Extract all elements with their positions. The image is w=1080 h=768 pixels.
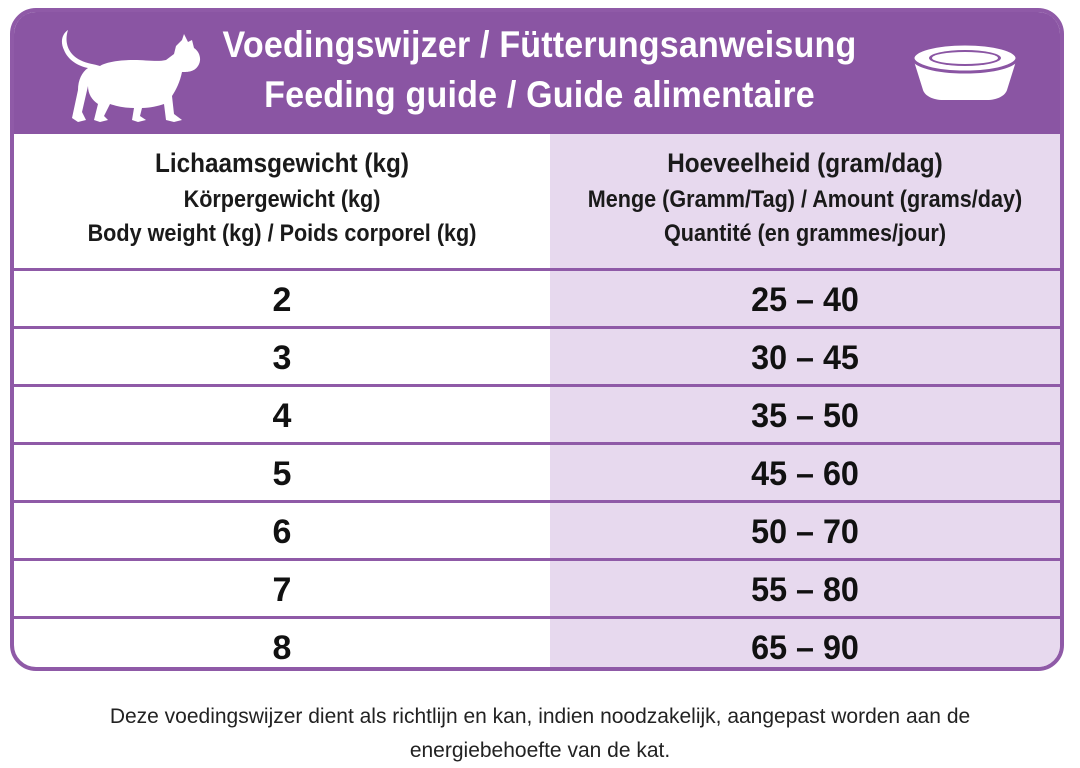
weight-cell: 6 [272, 513, 292, 551]
table-row [14, 616, 1060, 671]
table-header-row [14, 134, 1060, 268]
weight-header-dutch: Lichaamsgewicht (kg) [155, 148, 409, 178]
weight-column-header [14, 134, 550, 268]
title-english-french: Feeding guide / Guide alimentaire [264, 74, 815, 115]
amount-cell: 45 – 60 [751, 455, 859, 493]
amount-cell: 25 – 40 [751, 281, 859, 319]
table-row [14, 500, 1060, 558]
table-row [14, 384, 1060, 442]
bowl-icon [909, 36, 1021, 102]
footnote-line: Deze voedingswijzer dient als richtlijn en kan, indien noodzakelijk, aangepast worden aan de [109, 705, 971, 728]
amount-cell: 35 – 50 [751, 397, 859, 435]
table-row [14, 442, 1060, 500]
footnote [0, 700, 1080, 768]
weight-cell: 7 [272, 571, 292, 609]
header-banner [14, 12, 1060, 134]
amount-header-french: Quantité (en grammes/jour) [663, 220, 947, 247]
table-row [14, 268, 1060, 326]
amount-cell: 65 – 90 [751, 629, 859, 667]
weight-header-german: Körpergewicht (kg) [183, 186, 381, 213]
weight-cell: 3 [272, 339, 292, 377]
footnote-line: energiebehoefte van de kat. [409, 739, 671, 762]
amount-cell: 30 – 45 [751, 339, 859, 377]
amount-column-header [550, 134, 1060, 268]
weight-cell: 2 [272, 281, 292, 319]
table-row [14, 326, 1060, 384]
amount-header-dutch: Hoeveelheid (gram/dag) [667, 148, 943, 178]
weight-cell: 5 [272, 455, 292, 493]
feeding-table [14, 134, 1060, 671]
amount-header-german-english: Menge (Gramm/Tag) / Amount (grams/day) [587, 186, 1023, 213]
weight-header-english-french: Body weight (kg) / Poids corporel (kg) [87, 220, 477, 247]
weight-cell: 8 [272, 629, 292, 667]
feeding-guide-card [10, 8, 1064, 671]
weight-cell: 4 [272, 397, 292, 435]
title-dutch-german: Voedingswijzer / Fütterungsanweisung [222, 24, 857, 65]
table-row [14, 558, 1060, 616]
amount-cell: 55 – 80 [751, 571, 859, 609]
amount-cell: 50 – 70 [751, 513, 859, 551]
